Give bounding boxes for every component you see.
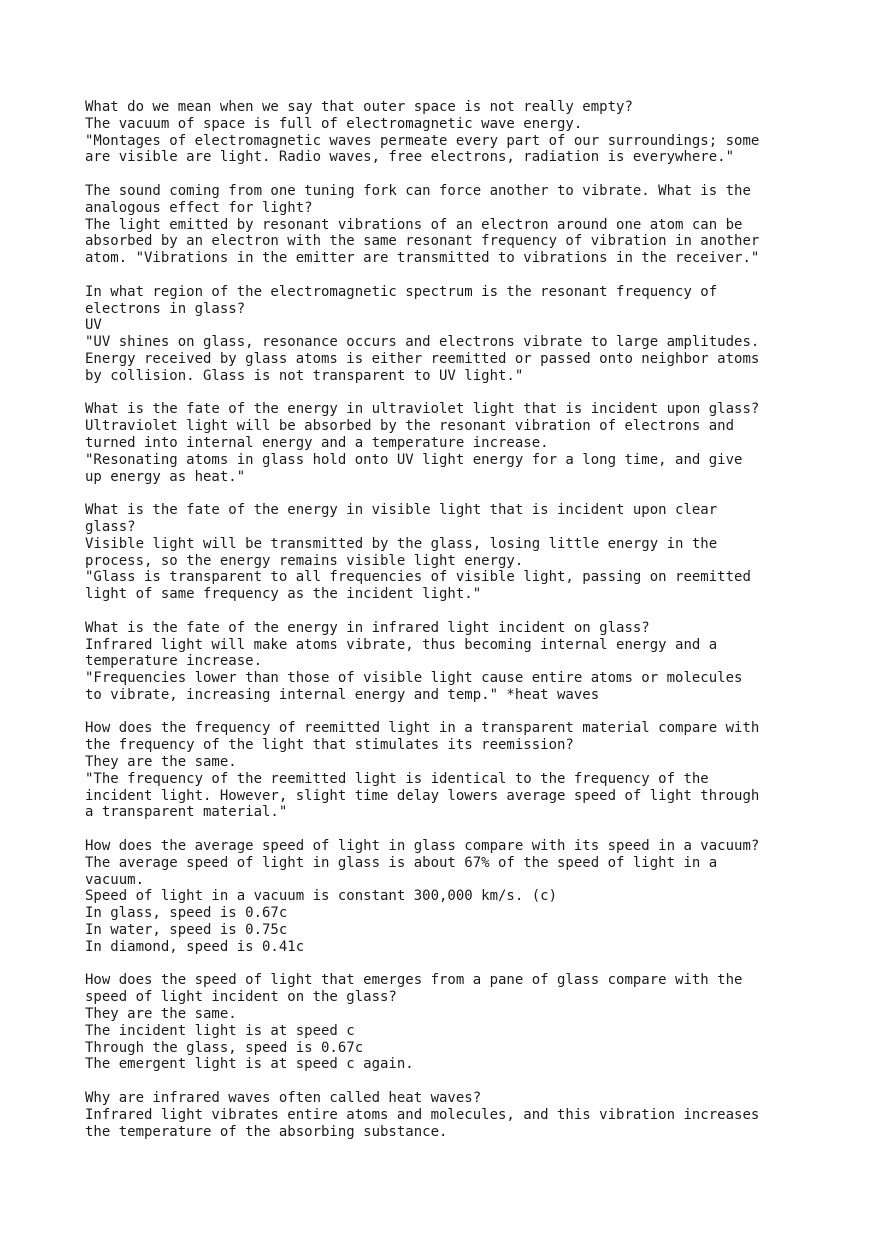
- qa-block: [85, 284, 815, 385]
- answer-line: The average speed of light in glass is about 67% of the speed of light in a: [85, 854, 718, 871]
- quote-line: "Resonating atoms in glass hold onto UV light energy for a long time, and give: [85, 451, 743, 468]
- quote-line: are visible are light. Radio waves, free electrons, radiation is everywhere.": [85, 149, 735, 166]
- answer-line: the temperature of the absorbing substance.: [85, 1123, 448, 1140]
- question-line: How does the frequency of reemitted light in a transparent material compare with: [85, 720, 760, 737]
- question-line: How does the speed of light that emerges from a pane of glass compare with the: [85, 972, 743, 989]
- qa-block: [85, 99, 815, 166]
- quote-line: to vibrate, increasing internal energy and temp." *heat waves: [85, 686, 600, 703]
- question-line: What do we mean when we say that outer space is not really empty?: [85, 99, 633, 115]
- question-line: How does the average speed of light in glass compare with its speed in a vacuum?: [85, 838, 760, 855]
- qa-block: [85, 401, 815, 485]
- question-line: What is the fate of the energy in visible light that is incident upon clear: [85, 502, 718, 519]
- note-line: In water, speed is 0.75c: [85, 922, 288, 939]
- quote-line: "Glass is transparent to all frequencies of visible light, passing on reemitted: [85, 569, 751, 586]
- note-line: The incident light is at speed c: [85, 1022, 355, 1039]
- question-line: The sound coming from one tuning fork can force another to vibrate. What is the: [85, 182, 751, 199]
- answer-line: Infrared light will make atoms vibrate, thus becoming internal energy and a: [85, 636, 718, 653]
- question-line: What is the fate of the energy in ultraviolet light that is incident upon glass?: [85, 401, 760, 418]
- quote-line: "Montages of electromagnetic waves permeate every part of our surroundings; some: [85, 132, 760, 149]
- answer-line: Ultraviolet light will be absorbed by the resonant vibration of electrons and: [85, 418, 735, 435]
- quote-line: light of same frequency as the incident light.": [85, 586, 482, 603]
- question-line: speed of light incident on the glass?: [85, 989, 397, 1006]
- answer-line: The vacuum of space is full of electromagnetic wave energy.: [85, 115, 583, 132]
- quote-line: "UV shines on glass, resonance occurs and electrons vibrate to large amplitudes.: [85, 334, 760, 351]
- quote-line: by collision. Glass is not transparent to UV light.": [85, 367, 524, 384]
- quote-line: "Frequencies lower than those of visible light cause entire atoms or molecules: [85, 670, 743, 687]
- quote-line: incident light. However, slight time delay lowers average speed of light through: [85, 787, 760, 804]
- answer-line: Infrared light vibrates entire atoms and molecules, and this vibration increases: [85, 1106, 760, 1123]
- note-line: In diamond, speed is 0.41c: [85, 938, 305, 955]
- answer-line: atom. "Vibrations in the emitter are transmitted to vibrations in the receiver.": [85, 250, 760, 267]
- answer-line: temperature increase.: [85, 653, 263, 670]
- note-line: The emergent light is at speed c again.: [85, 1056, 414, 1073]
- quote-line: up energy as heat.": [85, 468, 246, 485]
- quote-line: "The frequency of the reemitted light is identical to the frequency of the: [85, 770, 709, 787]
- quote-line: Energy received by glass atoms is either reemitted or passed onto neighbor atoms: [85, 350, 760, 367]
- quote-line: a transparent material.": [85, 804, 288, 821]
- qa-block: [85, 838, 815, 956]
- qa-block: [85, 720, 815, 821]
- question-line: In what region of the electromagnetic spectrum is the resonant frequency of: [85, 283, 718, 300]
- qa-block: [85, 1090, 815, 1140]
- qa-block: [85, 972, 815, 1073]
- note-line: Through the glass, speed is 0.67c: [85, 1039, 364, 1056]
- document-page: [85, 99, 815, 1157]
- answer-line: process, so the energy remains visible light energy.: [85, 552, 524, 569]
- note-line: Speed of light in a vacuum is constant 300,000 km/s. (c): [85, 888, 558, 905]
- answer-line: They are the same.: [85, 754, 237, 771]
- question-line: glass?: [85, 518, 136, 535]
- question-line: electrons in glass?: [85, 300, 246, 317]
- qa-block: [85, 183, 815, 267]
- answer-line: The light emitted by resonant vibrations of an electron around one atom can be: [85, 216, 743, 233]
- answer-line: They are the same.: [85, 1006, 237, 1023]
- qa-block: [85, 620, 815, 704]
- qa-block: [85, 502, 815, 603]
- question-line: What is the fate of the energy in infrared light incident on glass?: [85, 619, 650, 636]
- question-line: Why are infrared waves often called heat waves?: [85, 1090, 482, 1107]
- question-line: analogous effect for light?: [85, 199, 313, 216]
- answer-line: turned into internal energy and a temperature increase.: [85, 434, 549, 451]
- question-line: the frequency of the light that stimulates its reemission?: [85, 737, 574, 754]
- note-line: In glass, speed is 0.67c: [85, 905, 288, 922]
- answer-line: UV: [85, 317, 102, 334]
- answer-line: Visible light will be transmitted by the glass, losing little energy in the: [85, 535, 718, 552]
- answer-line: absorbed by an electron with the same resonant frequency of vibration in another: [85, 233, 760, 250]
- answer-line: vacuum.: [85, 871, 145, 888]
